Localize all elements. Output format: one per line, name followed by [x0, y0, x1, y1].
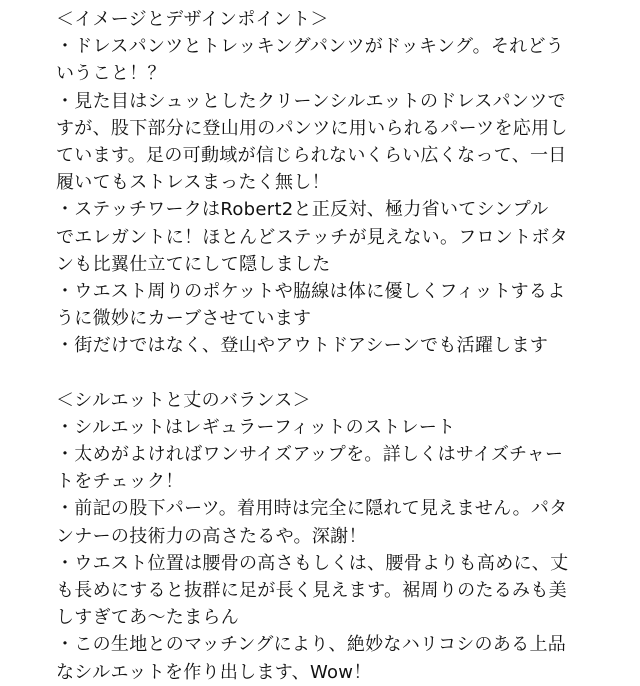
section-spacer [56, 359, 600, 386]
text-line: ・前記の股下パーツ。着用時は完全に隠れて見えません。パタ [56, 498, 568, 520]
text-line: ・この生地とのマッチングにより、絶妙なハリコシのある上品 [56, 634, 567, 656]
text-line: ・ステッチワークはRobert2と正反対、極力省いてシンプル [56, 199, 549, 221]
text-line: ・ウエスト周りのポケットや脇線は体に優しくフィットするよ [56, 280, 566, 302]
text-line: も長めにすると抜群に足が長く見えます。裾周りのたるみも美 [56, 579, 567, 601]
text-line: ・街だけではなく、登山やアウトドアシーンでも活躍します [56, 335, 549, 357]
section-heading-design-points: ＜イメージとデザインポイント＞ [56, 9, 329, 30]
text-line: ・ドレスパンツとトレッキングパンツがドッキング。それどう [56, 36, 565, 58]
text-line: しすぎてあ〜たまらん [56, 607, 239, 629]
text-line: ています。足の可動域が信じられないくらい広くなって、一日 [56, 144, 567, 166]
section-heading-silhouette-balance: ＜シルエットと丈のバランス＞ [56, 389, 311, 411]
text-line: すが、股下部分に登山用のパンツに用いられるパーツを応用し [56, 117, 568, 139]
text-line: でエレガントに！ほとんどステッチが見えない。フロントボタ [56, 226, 569, 248]
text-line: トをチェック！ [56, 471, 184, 493]
text-line: ・見た目はシュッとしたクリーンシルエットのドレスパンツで [56, 90, 566, 112]
text-line: ・ウエスト位置は腰骨の高さもしくは、腰骨よりも高めに、丈 [56, 552, 569, 574]
text-line: 履いてもストレスまったく無し！ [56, 172, 330, 194]
text-line: ンナーの技術力の高さたるや。深謝！ [56, 525, 367, 547]
product-description [56, 6, 600, 686]
text-line: ・シルエットはレギュラーフィットのストレート [56, 416, 456, 438]
text-line: いうこと！？ [56, 63, 166, 85]
text-line: うに微妙にカーブさせています [56, 308, 312, 330]
text-line: ンも比翼仕立てにして隠しました [56, 253, 331, 275]
text-line: なシルエットを作り出します、Wow！ [56, 661, 372, 683]
text-line: ・太めがよければワンサイズアップを。詳しくはサイズチャー [56, 444, 564, 465]
